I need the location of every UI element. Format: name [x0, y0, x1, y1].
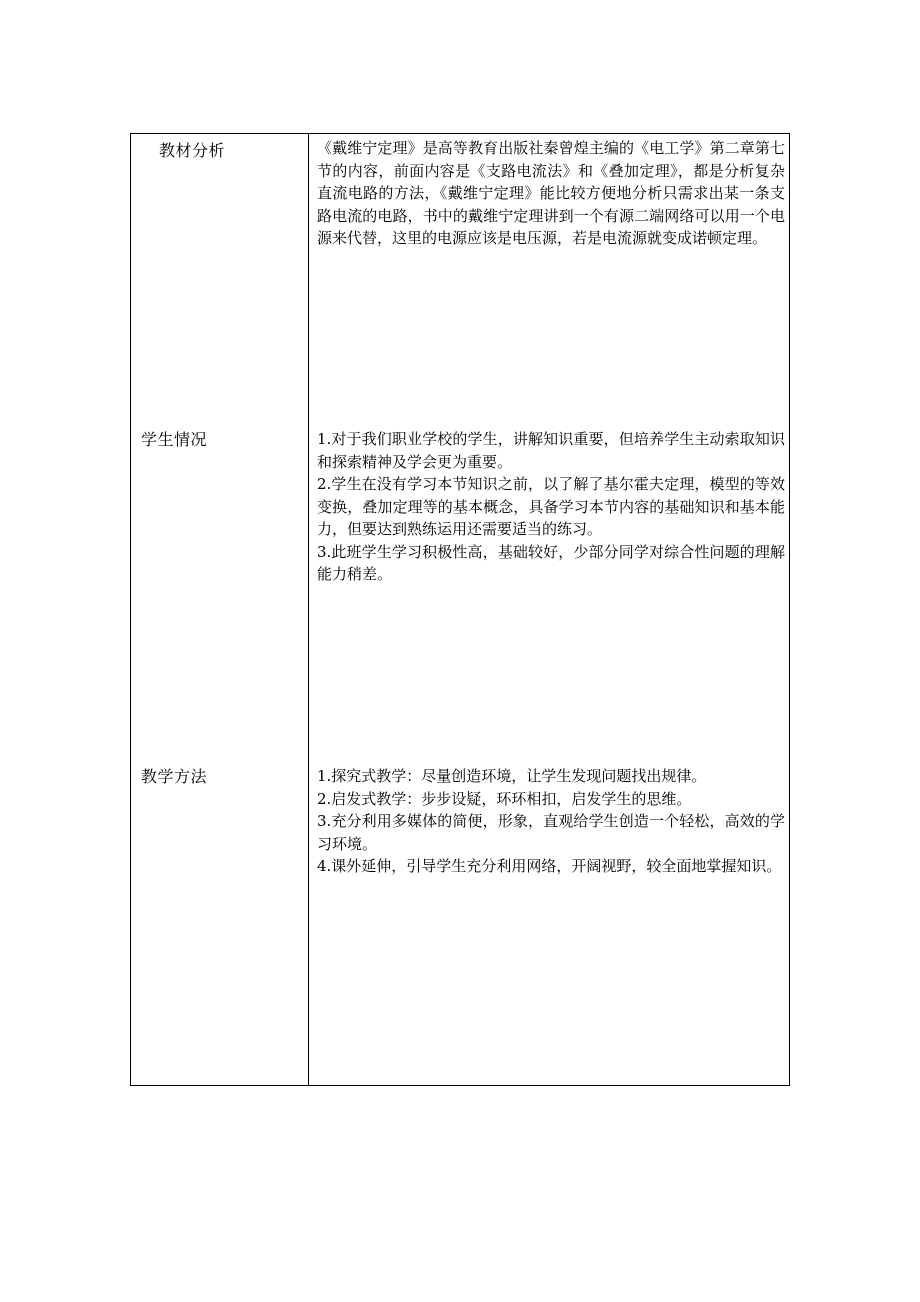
paragraph: 4.课外延伸，引导学生充分利用网络，开阔视野，较全面地掌握知识。: [317, 857, 782, 875]
label-student-situation: 学生情况: [141, 430, 208, 449]
content-student-situation: [317, 428, 785, 586]
lesson-plan-table: [130, 133, 790, 1086]
paragraph: 3.此班学生学习积极性高，基础较好，少部分同学对综合性问题的理解能力稍差。: [317, 542, 785, 583]
paragraph: 3.充分利用多媒体的简便，形象，直观给学生创造一个轻松，高效的学习环境。: [317, 812, 785, 853]
label-textbook-analysis: 教材分析: [159, 141, 226, 160]
paragraph: 《戴维宁定理》是高等教育出版社秦曾煌主编的《电工学》第二章第七节的内容，前面内容是《支路电流法》和《叠加定理》，都是分析复杂直流电路的方法，《戴维宁定理》能比较方便地分析只需求出某一条支路电流的电路，书中的戴维宁定理讲到一个有源二端网络可以用一个电源来代替，这里的电源应该是电压源，若是电流源就变成诺顿定理。: [317, 139, 785, 247]
content-textbook-analysis: [317, 137, 785, 250]
paragraph: 1.探究式教学：尽量创造环境，让学生发现问题找出规律。: [317, 767, 707, 785]
paragraph: 1.对于我们职业学校的学生，讲解知识重要，但培养学生主动索取知识和探索精神及学会更为重要。: [317, 430, 785, 471]
paragraph: 2.学生在没有学习本节知识之前，以了解了基尔霍夫定理，模型的等效变换，叠加定理等的基本概念，具备学习本节内容的基础知识和基本能力，但要达到熟练运用还需要适当的练习。: [317, 475, 785, 538]
label-teaching-methods: 教学方法: [141, 767, 208, 786]
paragraph: 2.启发式教学：步步设疑，环环相扣，启发学生的思维。: [317, 789, 692, 808]
column-divider: [308, 134, 309, 1085]
content-teaching-methods: [317, 765, 785, 878]
